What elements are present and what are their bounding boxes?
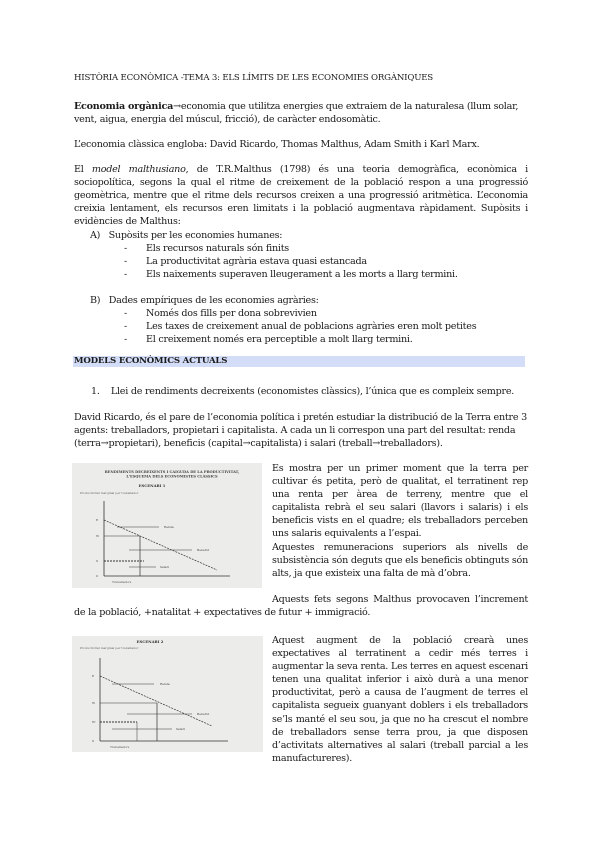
- list-item-text: El creixement només era perceptible a molt llarg termini.: [146, 334, 413, 345]
- svg-text:Productivitat marginal per tre: Productivitat marginal per treballador: [80, 491, 139, 495]
- scenario-2-paragraph: Aquest augment de la població crearà unes expectatives al terratinent a cedir més terres i augmentar la seva renta. Les terres en aquest escenari tenen una qualitat inferior i això durà a una menor productivitat, però a causa de l’augment de terres el capitalista segueix guanyant doblers i els treballadors se’ls manté el seu sou, ja que no ha crescut el nombre de treballadors sense terra prou, ja que disposen d’activitats alternatives al salari (treball parcial a les manufactureres).: [272, 635, 528, 764]
- svg-text:ESCENARI 1: ESCENARI 1: [138, 483, 166, 488]
- malthus-effects-paragraph: Aquests fets segons Malthus provocaven l’increment de la població, +natalitat + expectatives de futur + immigració.: [74, 594, 528, 619]
- figure-scenario-2: [72, 636, 263, 752]
- list-item-text: La productivitat agrària estava quasi estancada: [146, 256, 367, 267]
- svg-text:E: E: [92, 674, 95, 678]
- svg-text:Benefici: Benefici: [197, 712, 210, 716]
- dash-bullet-icon: -: [124, 308, 127, 319]
- section-heading-bar: [73, 356, 525, 367]
- numbered-marker: 1.: [91, 386, 100, 397]
- list-item-text: Només dos fills per dona sobrevivien: [146, 308, 317, 319]
- section-heading: MODELS ECONÒMICS ACTUALS: [74, 356, 228, 366]
- ricardo-paragraph: David Ricardo, és el pare de l’economia política i pretén estudiar la distribució de la Terra entre 3 agents: treballadors, propietari i capitalista. A cada un li correspon una part del resultat: renda (terra→propietari), beneficis (capital→capitalista) i salari (treball→treballadors).: [74, 412, 527, 450]
- diminishing-returns-diagram-1: [72, 463, 262, 588]
- dash-bullet-icon: -: [124, 243, 127, 254]
- numbered-item: [91, 385, 514, 398]
- svg-text:S: S: [92, 739, 95, 743]
- intro-paragraph: [74, 100, 528, 126]
- svg-text:Treballadors: Treballadors: [112, 580, 132, 584]
- list-item-text: Les taxes de creixement anual de poblacions agràries eren molt petites: [146, 321, 477, 332]
- numbered-text: Llei de rendiments decreixents (economistes clàssics), l’única que es compleix sempre.: [110, 386, 515, 397]
- malthus-paragraph: [74, 163, 528, 228]
- svg-text:S: S: [96, 559, 99, 563]
- svg-text:L'ESQUEMA DELS ECONOMISTES CLÀ: L'ESQUEMA DELS ECONOMISTES CLÀSSICS: [126, 474, 218, 479]
- figure-scenario-1: [72, 463, 262, 588]
- list-item-text: Els recursos naturals són finits: [146, 243, 289, 254]
- svg-text:Benefici: Benefici: [197, 548, 210, 552]
- svg-text:W': W': [92, 720, 96, 724]
- malthus-model-term: model malthusiano: [91, 164, 186, 175]
- svg-text:Salari: Salari: [176, 727, 185, 731]
- svg-text:Renda: Renda: [160, 682, 170, 686]
- list-b-heading-text: Dades empíriques de les economies agràries:: [108, 295, 319, 306]
- list-b-marker: B): [90, 295, 101, 306]
- scenario-1-paragraph-2: Aquestes remuneracions superiors als nivells de subsistència són deguts que els beneficis obtinguts són alts, ja que existeix una falta de mà d’obra.: [272, 542, 528, 580]
- diminishing-returns-diagram-2: [72, 636, 263, 752]
- dash-bullet-icon: -: [124, 334, 127, 345]
- svg-text:Productivitat marginal per tre: Productivitat marginal per treballador: [80, 646, 139, 650]
- svg-text:W: W: [92, 701, 96, 705]
- definition-text: economia que utilitza energies que extraiem de la naturalesa (llum solar, vent, aigua, energia del múscul, fricció), de caràcter endosomàtic.: [74, 101, 519, 126]
- scenario-1-paragraph: Es mostra per un primer moment que la terra per cultivar és petita, però de qualitat, el terratinent rep una renta per àrea de terreny, mentre que el capitalista rebrà el seu salari (llavors i salaris) i els beneficis vists en el quadre; els treballadors perceben uns salaris equivalents a l’espai.: [272, 463, 528, 540]
- arrow-icon: →: [173, 101, 181, 112]
- svg-text:RENDIMENTS DECREIXENTS I CAIGU: RENDIMENTS DECREIXENTS I CAIGUDA DE LA PRODUCTIVITAT,: [104, 470, 240, 474]
- term-economia-organica: Economia orgànica: [74, 101, 174, 112]
- dash-bullet-icon: -: [124, 256, 127, 267]
- list-a-marker: A): [90, 230, 101, 241]
- svg-text:W: W: [96, 534, 100, 538]
- malthus-post: , de T.R.Malthus (1798) és una teoria demogràfica, econòmica i sociopolítica, segons la qual el ritme de creixement de la població respon a una progressió geomètrica, mentre que el ritme dels recursos creixen a una progressió aritmètica. L’economia creixia lentament, els recursos eren limitats i la població augmentava ràpidament. Supòsits i evidències de Malthus:: [74, 164, 528, 228]
- svg-text:ESCENARI 2: ESCENARI 2: [136, 639, 164, 644]
- malthus-pre: El: [74, 164, 92, 175]
- classical-economists: L’economia clàssica engloba: David Ricardo, Thomas Malthus, Adam Smith i Karl Marx.: [74, 139, 480, 150]
- dash-bullet-icon: -: [124, 321, 127, 332]
- svg-text:Renda: Renda: [164, 525, 174, 529]
- document-title: HISTÒRIA ECONÒMICA -TEMA 3: ELS LÍMITS DE LES ECONOMIES ORGÀNIQUES: [74, 73, 433, 83]
- svg-text:0: 0: [96, 574, 98, 578]
- dash-bullet-icon: -: [124, 269, 127, 280]
- svg-text:E: E: [96, 518, 99, 522]
- list-item-text: Els naixements superaven lleugerament a les morts a llarg termini.: [146, 269, 458, 280]
- svg-text:Treballadors: Treballadors: [110, 745, 130, 749]
- svg-text:Salari: Salari: [160, 565, 169, 569]
- list-a-heading: [90, 229, 282, 242]
- list-a-heading-text: Supòsits per les economies humanes:: [108, 230, 283, 241]
- list-b-heading: [90, 294, 319, 307]
